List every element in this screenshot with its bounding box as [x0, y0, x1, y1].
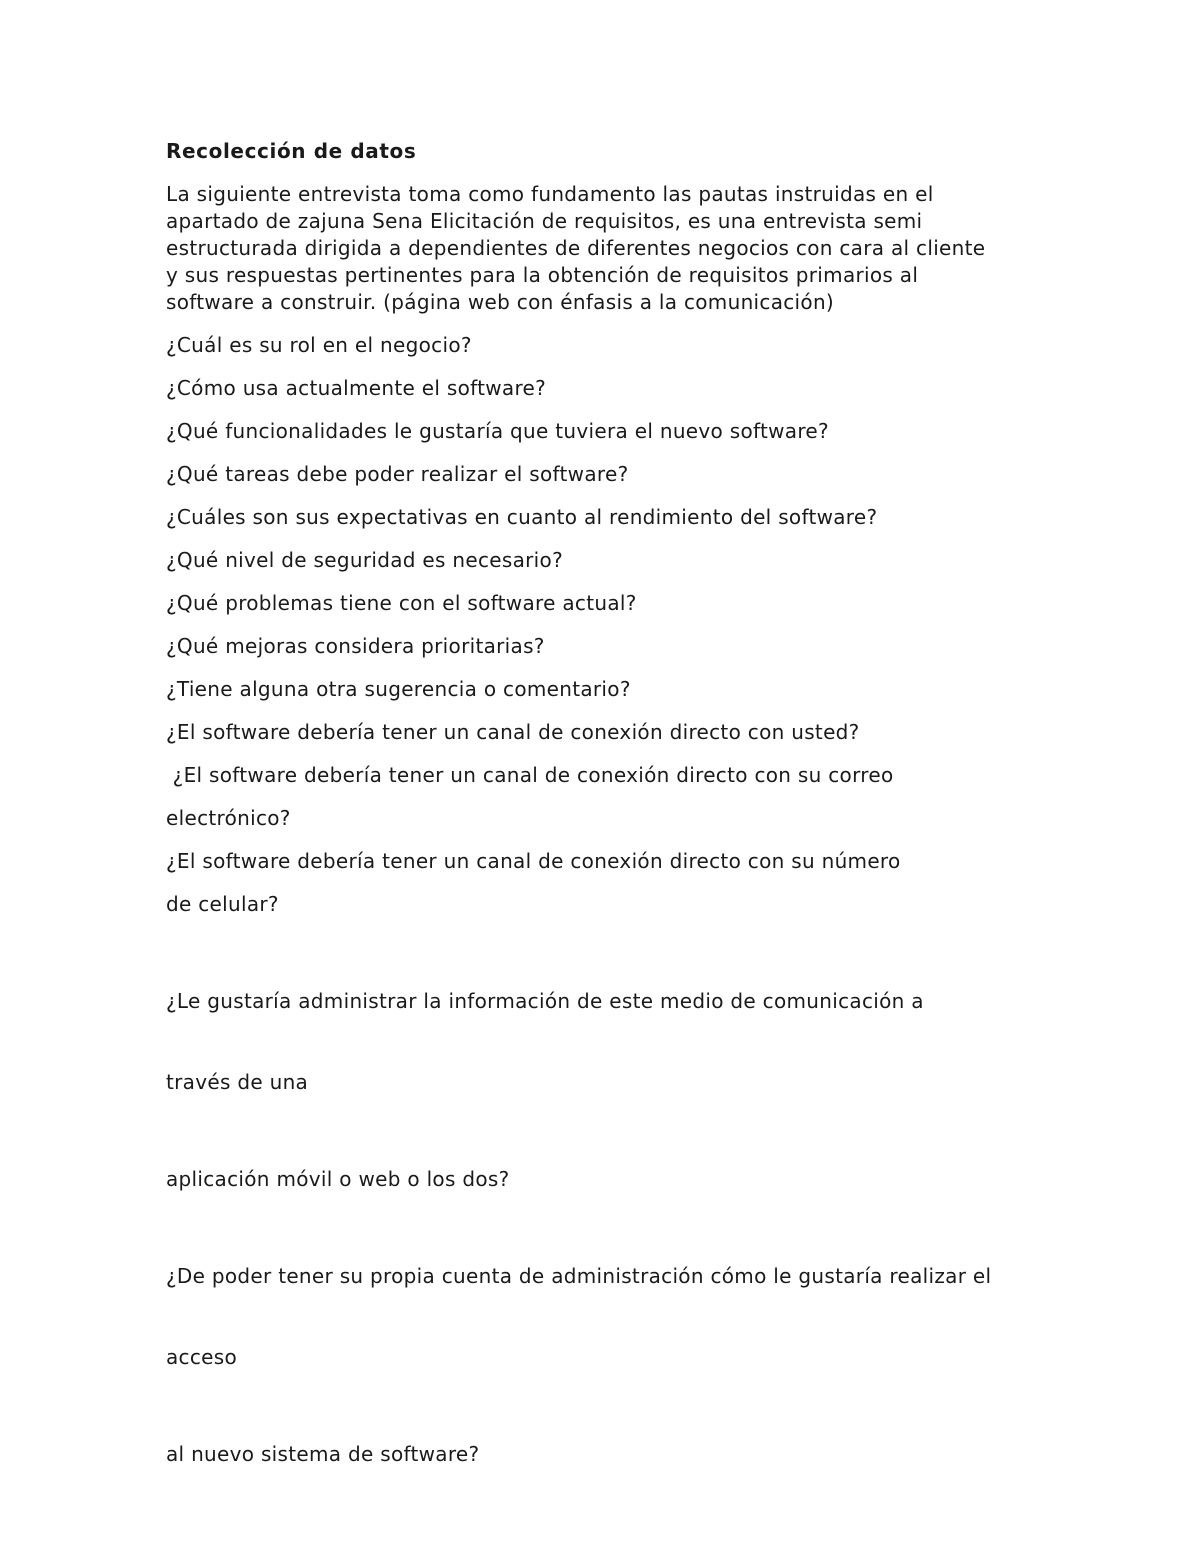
question-account-access [166, 1209, 1046, 1425]
document-page [166, 138, 1046, 1484]
intro-line: software a construir. (página web con énfasis a la comunicación) [166, 290, 835, 314]
question-suggestions: ¿Tiene alguna otra sugerencia o comentario? [166, 677, 631, 701]
question-role: ¿Cuál es su rol en el negocio? [166, 333, 472, 357]
question-channel-phone-cont: de celular? [166, 892, 279, 916]
question-improvements: ¿Qué mejoras considera prioritarias? [166, 634, 545, 658]
question-admin-app-cont: aplicación móvil o web o los dos? [166, 1167, 510, 1191]
question-line: acceso [166, 1345, 238, 1369]
intro-paragraph [166, 181, 1046, 316]
question-problems: ¿Qué problemas tiene con el software actual? [166, 591, 637, 615]
question-line: ¿De poder tener su propia cuenta de administración cómo le gustaría realizar el [166, 1264, 992, 1288]
question-features: ¿Qué funcionalidades le gustaría que tuviera el nuevo software? [166, 419, 829, 443]
question-line: ¿Le gustaría administrar la información de este medio de comunicación a [166, 989, 924, 1013]
question-admin-app [166, 934, 1046, 1150]
question-channel-email: ¿El software debería tener un canal de conexión directo con su correo [166, 763, 894, 787]
question-current-use: ¿Cómo usa actualmente el software? [166, 376, 547, 400]
question-tasks: ¿Qué tareas debe poder realizar el software? [166, 462, 629, 486]
question-channel-user: ¿El software debería tener un canal de conexión directo con usted? [166, 720, 860, 744]
question-line: través de una [166, 1070, 309, 1094]
intro-line: La siguiente entrevista toma como fundamento las pautas instruidas en el [166, 182, 934, 206]
intro-line: y sus respuestas pertinentes para la obtención de requisitos primarios al [166, 263, 919, 287]
intro-line: apartado de zajuna Sena Elicitación de requisitos, es una entrevista semi [166, 209, 923, 233]
question-account-access-cont: al nuevo sistema de software? [166, 1442, 480, 1466]
question-security: ¿Qué nivel de seguridad es necesario? [166, 548, 563, 572]
document-title: Recolección de datos [166, 139, 417, 163]
question-performance: ¿Cuáles son sus expectativas en cuanto al rendimiento del software? [166, 505, 878, 529]
question-channel-email-cont: electrónico? [166, 806, 291, 830]
question-channel-phone: ¿El software debería tener un canal de conexión directo con su número [166, 849, 901, 873]
intro-line: estructurada dirigida a dependientes de diferentes negocios con cara al cliente [166, 236, 986, 260]
